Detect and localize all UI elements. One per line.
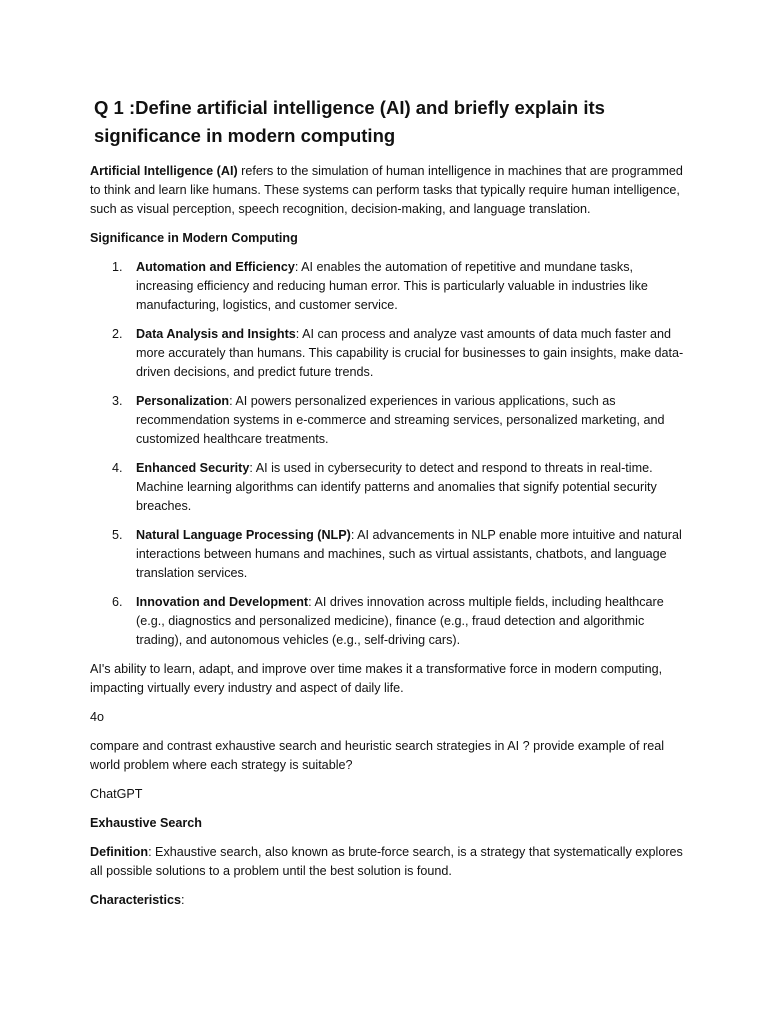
list-item-title: Personalization xyxy=(136,394,230,408)
list-item-title: Automation and Efficiency xyxy=(136,260,295,274)
list-item-text: : AI powers personalized experiences in various applications, such as recommendation systems in e-commerce and streaming services, personalized marketing, and customized healthcare treatments. xyxy=(136,394,665,446)
list-item-text: : AI advancements in NLP enable more intuitive and natural interactions between humans and machines, such as virtual assistants, chatbots, and language translation services. xyxy=(136,528,682,580)
intro-term: Artificial Intelligence (AI) xyxy=(90,164,238,178)
list-item-number: 6. xyxy=(112,595,123,609)
question-heading xyxy=(94,94,688,150)
significance-title: Significance in Modern Computing xyxy=(90,231,298,245)
list-item xyxy=(90,459,688,516)
list-item-title: Enhanced Security xyxy=(136,461,250,475)
significance-list xyxy=(90,258,688,650)
question-heading-line-2: significance in modern computing xyxy=(94,125,396,146)
list-item xyxy=(90,258,688,315)
definition-text: : Exhaustive search, also known as brute-force search, is a strategy that systematically explores all possible solutions to a problem until the best solution is found. xyxy=(90,845,683,878)
list-item xyxy=(90,593,688,650)
list-item-text: : AI can process and analyze vast amounts of data much faster and more accurately than humans. This capability is crucial for businesses to gain insights, make data-driven decisions, and predict future trends. xyxy=(136,327,684,379)
intro-paragraph xyxy=(90,162,688,219)
list-item-title: Natural Language Processing (NLP) xyxy=(136,528,351,542)
definition-paragraph xyxy=(90,843,688,881)
model-label: 4o xyxy=(90,710,105,724)
list-item-number: 2. xyxy=(112,327,123,341)
characteristics-suffix: : xyxy=(181,893,185,907)
list-item xyxy=(90,325,688,382)
list-item-number: 1. xyxy=(112,260,123,274)
list-item-number: 4. xyxy=(112,461,123,475)
question-2-prompt: compare and contrast exhaustive search and heuristic search strategies in AI ? provide example of real world problem where each strategy is suitable? xyxy=(90,739,665,772)
list-item-text: : AI enables the automation of repetitive and mundane tasks, increasing efficiency and reducing human error. This is particularly valuable in industries like manufacturing, logistics, and customer service. xyxy=(136,260,648,312)
definition-term: Definition xyxy=(90,845,149,859)
list-item-title: Data Analysis and Insights xyxy=(136,327,296,341)
intro-text: refers to the simulation of human intelligence in machines that are programmed to think and learn like humans. These systems can perform tasks that typically require human intelligence, such as visual perception, speech recognition, decision-making, and language translation. xyxy=(90,164,683,216)
list-item-number: 3. xyxy=(112,394,123,408)
responder-label: ChatGPT xyxy=(90,787,143,801)
conclusion-paragraph: AI's ability to learn, adapt, and improve over time makes it a transformative force in modern computing, impacting virtually every industry and aspect of daily life. xyxy=(90,662,663,695)
list-item xyxy=(90,392,688,449)
question-heading-line-1: Q 1 :Define artificial intelligence (AI) and briefly explain its xyxy=(94,97,605,118)
list-item-number: 5. xyxy=(112,528,123,542)
list-item-text: : AI is used in cybersecurity to detect and respond to threats in real-time. Machine learning algorithms can identify patterns and anomalies that signify potential security breaches. xyxy=(136,461,657,513)
list-item xyxy=(90,526,688,583)
characteristics-term: Characteristics xyxy=(90,893,182,907)
characteristics-paragraph xyxy=(90,891,688,910)
list-item-title: Innovation and Development xyxy=(136,595,309,609)
list-item-text: : AI drives innovation across multiple fields, including healthcare (e.g., diagnostics and personalized medicine), finance (e.g., fraud detection and algorithmic trading), and autonomous vehicles (e.g., self-driving cars). xyxy=(136,595,664,647)
exhaustive-search-title: Exhaustive Search xyxy=(90,816,203,830)
